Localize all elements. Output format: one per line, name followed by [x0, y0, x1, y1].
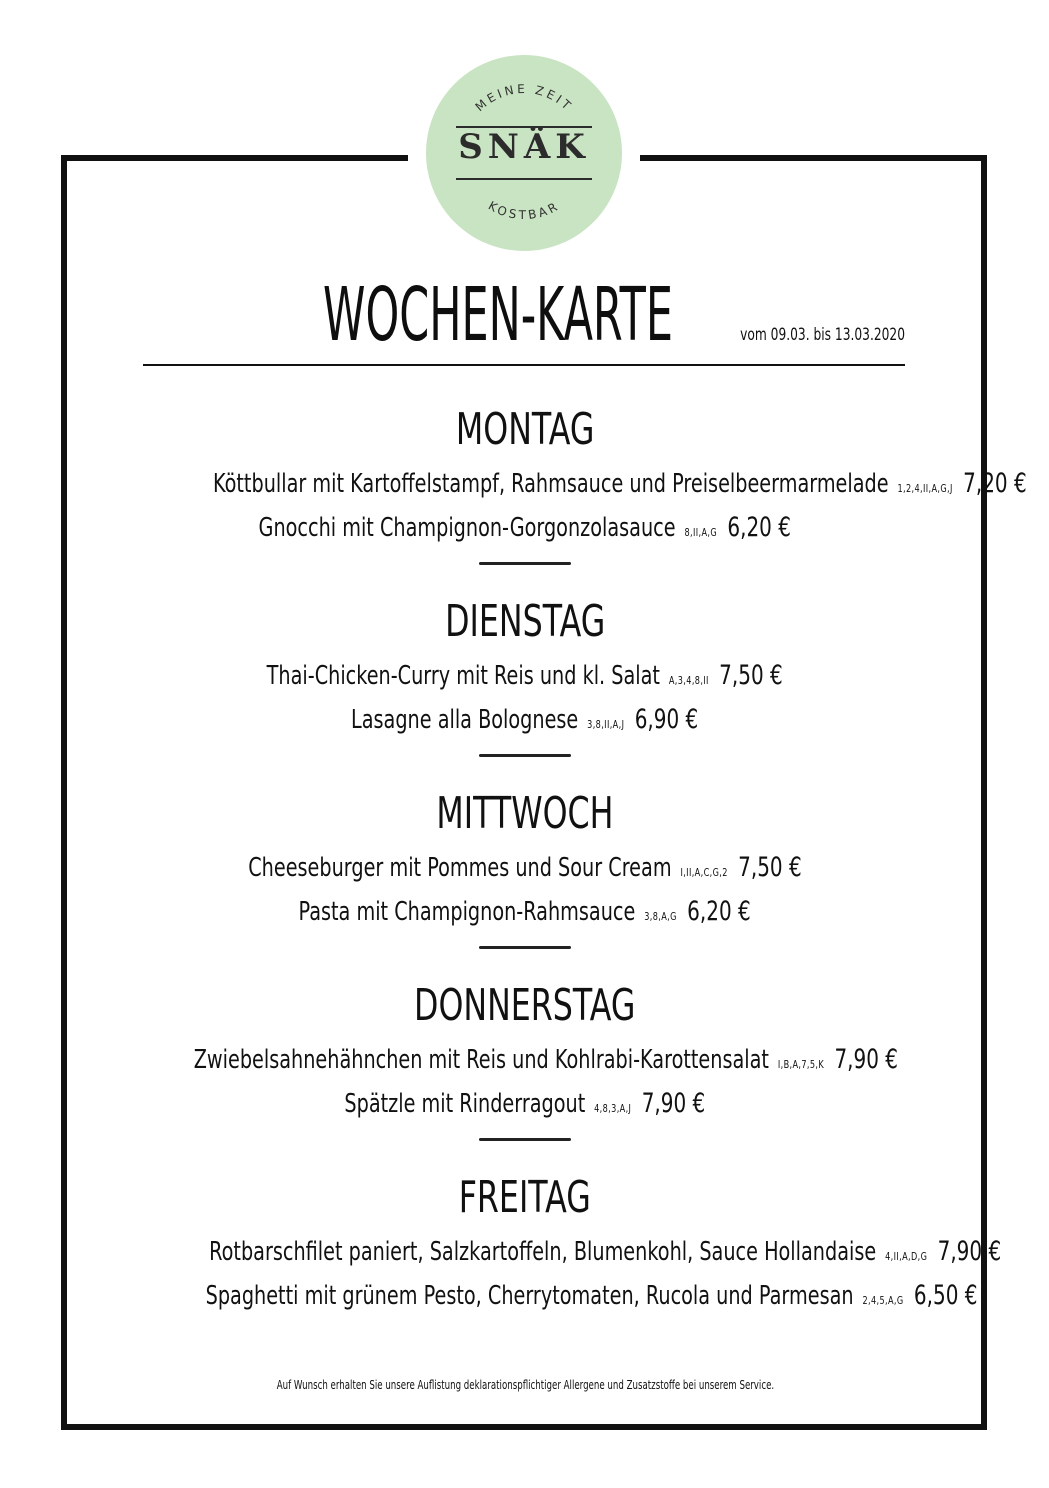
logo-bottom-text: KOSTBAR	[485, 198, 563, 223]
dish-item	[70, 1274, 980, 1318]
dish-name: Zwiebelsahnehähnchen mit Reis und Kohlrabi-Karottensalat	[193, 1045, 769, 1075]
title-row	[143, 270, 905, 360]
dish-item	[70, 462, 1027, 506]
svg-text:MEINE ZEIT	[473, 82, 576, 114]
day-section-mittwoch	[70, 782, 980, 974]
dish-item	[70, 890, 980, 934]
dish-name: Thai-Chicken-Curry mit Reis und kl. Salat	[266, 661, 661, 691]
day-section-donnerstag	[70, 974, 980, 1166]
dish-item	[70, 506, 980, 550]
day-heading	[70, 782, 980, 846]
dish-item	[70, 1038, 980, 1082]
day-divider	[479, 946, 571, 949]
dish-price: 6,20 €	[727, 512, 792, 543]
dish-allergens: 4,8,3,A,J	[594, 1102, 632, 1115]
dish-allergens: 4,II,A,D,G	[885, 1250, 928, 1263]
page-title: WOCHEN-KARTE	[323, 272, 673, 358]
dish-name: Spaghetti mit grünem Pesto, Cherrytomaten, Rucola und Parmesan	[205, 1281, 854, 1311]
dish-name: Gnocchi mit Champignon-Gorgonzolasauce	[258, 513, 676, 543]
dish-allergens: 3,8,A,G	[644, 910, 678, 923]
date-range: vom 09.03. bis 13.03.2020	[740, 325, 905, 345]
dish-price: 7,90 €	[937, 1236, 1002, 1267]
day-section-montag	[70, 398, 1027, 590]
dish-price: 6,50 €	[913, 1280, 978, 1311]
day-heading-text: MONTAG	[455, 404, 595, 455]
menu-list	[70, 398, 1027, 1358]
dish-name: Cheeseburger mit Pommes und Sour Cream	[248, 853, 672, 883]
dish-allergens: 2,4,5,A,G	[862, 1294, 904, 1307]
allergen-footnote-text: Auf Wunsch erhalten Sie unsere Auflistung deklarationspflichtiger Allergene und Zusatzstoffe bei unserem Service.	[276, 1378, 774, 1392]
logo-top-text: MEINE ZEIT	[472, 81, 576, 115]
snaek-logo	[426, 55, 622, 251]
logo-brand: SNÄK	[458, 127, 590, 167]
dish-price: 7,90 €	[834, 1044, 899, 1075]
day-divider	[479, 562, 571, 565]
title-rule	[143, 364, 905, 366]
day-heading-text: FREITAG	[458, 1172, 592, 1223]
dish-allergens: 1,2,4,II,A,G,J	[897, 482, 953, 495]
day-section-dienstag	[70, 590, 980, 782]
day-heading	[70, 398, 980, 462]
dish-name: Pasta mit Champignon-Rahmsauce	[298, 897, 636, 927]
day-heading	[70, 1166, 980, 1230]
dish-name: Lasagne alla Bolognese	[351, 705, 579, 735]
dish-allergens: 8,II,A,G	[684, 526, 718, 539]
day-heading-text: MITTWOCH	[436, 788, 614, 839]
dish-price: 7,90 €	[641, 1088, 706, 1119]
svg-text:KOSTBAR	[486, 199, 562, 222]
dish-price: 7,50 €	[738, 852, 802, 883]
dish-allergens: I,II,A,C,G,2	[680, 866, 728, 879]
day-heading-text: DIENSTAG	[444, 596, 606, 647]
dish-item	[70, 1082, 980, 1126]
dish-allergens: A,3,4,8,II	[669, 674, 710, 687]
dish-allergens: 3,8,II,A,J	[587, 718, 625, 731]
dish-allergens: I,B,A,7,5,K	[777, 1058, 825, 1071]
dish-name: Köttbullar mit Kartoffelstampf, Rahmsauce und Preiselbeermarmelade	[212, 469, 889, 499]
dish-price: 7,20 €	[963, 468, 1027, 499]
allergen-footnote	[70, 1378, 980, 1392]
day-heading	[70, 590, 980, 654]
day-heading-text: DONNERSTAG	[414, 980, 636, 1031]
dish-price: 7,50 €	[719, 660, 784, 691]
day-section-freitag	[70, 1166, 1002, 1358]
dish-item	[70, 1230, 1002, 1274]
day-heading	[70, 974, 980, 1038]
dish-item	[70, 654, 980, 698]
day-divider	[479, 1138, 571, 1141]
dish-price: 6,20 €	[687, 896, 752, 927]
dish-name: Rotbarschfilet paniert, Salzkartoffeln, Blumenkohl, Sauce Hollandaise	[209, 1237, 877, 1267]
dish-item	[70, 698, 980, 742]
dish-name: Spätzle mit Rinderragout	[344, 1089, 586, 1119]
day-divider	[479, 754, 571, 757]
dish-item	[70, 846, 980, 890]
dish-price: 6,90 €	[635, 704, 699, 735]
logo-rule-bottom	[456, 178, 592, 180]
